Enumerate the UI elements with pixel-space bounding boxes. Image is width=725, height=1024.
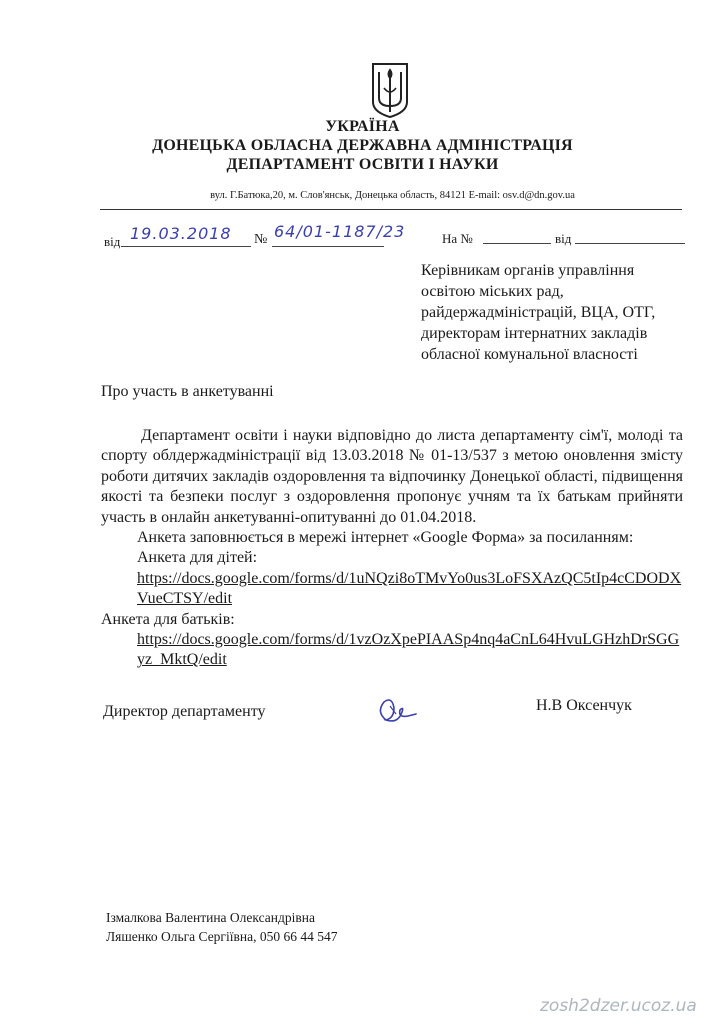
administration-title: ДОНЕЦЬКА ОБЛАСНА ДЕРЖАВНА АДМІНІСТРАЦІЯ [152,137,573,154]
letter-subject: Про участь в анкетуванні [101,383,274,400]
recipient-line: освітою міських рад, [421,283,564,300]
parents-form-link[interactable]: https://docs.google.com/forms/d/1vzOzXpePIAASp4nq4aCnL64HvuLGHzhDrSGGyz_MktQ/edit [137,631,680,669]
recipient-line: директорам інтернатних закладів [421,325,648,342]
reply-number-field [483,243,551,244]
ref-number-underline [272,246,384,247]
executor-line: Ізмалкова Валентина Олександрівна [106,910,315,925]
children-form-link[interactable]: https://docs.google.com/forms/d/1uNQzi8oTMvYo0us3LoFSXAzQC5tIp4cCDODXVueCTSY/edit [137,569,682,608]
children-form-label: Анкета для дітей: [137,549,258,567]
reply-date-field [575,243,685,244]
parents-form-label: Анкета для батьків: [101,610,235,628]
trident-coat-of-arms-icon [370,62,410,118]
ref-number-label: № [254,232,268,247]
recipient-block [421,260,711,365]
body-paragraph: Департамент освіти і науки відповідно до листа департаменту сім'ї, молоді та спорту облдержадміністрації від 13.03.2018 № 01-13/537 з метою оновлення змісту роботи дитячих закладів оздоровлення та відпочинку Донецької області, підвищення якості та безпеки послуг з оздоровлення пропонує учням та їх батькам прийняти участь в онлайн анкетуванні-опитуванні до 01.04.2018. [101,427,683,526]
executor-line: Ляшенко Ольга Сергіївна, 050 66 44 547 [106,929,338,944]
ref-date: 19.03.2018 [130,224,232,243]
site-watermark: zosh2dzer.ucoz.ua [540,996,697,1016]
ref-date-underline [121,246,251,247]
department-title: ДЕПАРТАМЕНТ ОСВІТИ І НАУКИ [226,156,499,173]
recipient-line: райдержадміністрацій, ВЦА, ОТГ, [421,304,656,321]
ref-number: 64/01-1187/23 [274,222,406,241]
recipient-line: обласної комунальної власності [421,346,638,363]
recipient-line: Керівникам органів управління [421,262,635,279]
header-divider [100,209,682,210]
form-intro: Анкета заповнюється в мережі інтернет «Google Форма» за посиланням: [137,529,634,547]
reply-number-label: На № [442,231,473,246]
country-title: УКРАЇНА [325,118,400,135]
handwritten-signature [372,694,420,730]
signatory-title: Директор департаменту [103,703,266,720]
address-line: вул. Г.Батюка,20, м. Слов'янськ, Донецька область, 84121 E-mail: osv.d@dn.gov.ua [210,190,575,201]
reply-from-label: від [555,231,572,246]
ref-from-label: від [104,234,121,249]
signatory-name: Н.В Оксенчук [536,697,632,714]
letter-body [101,426,683,671]
